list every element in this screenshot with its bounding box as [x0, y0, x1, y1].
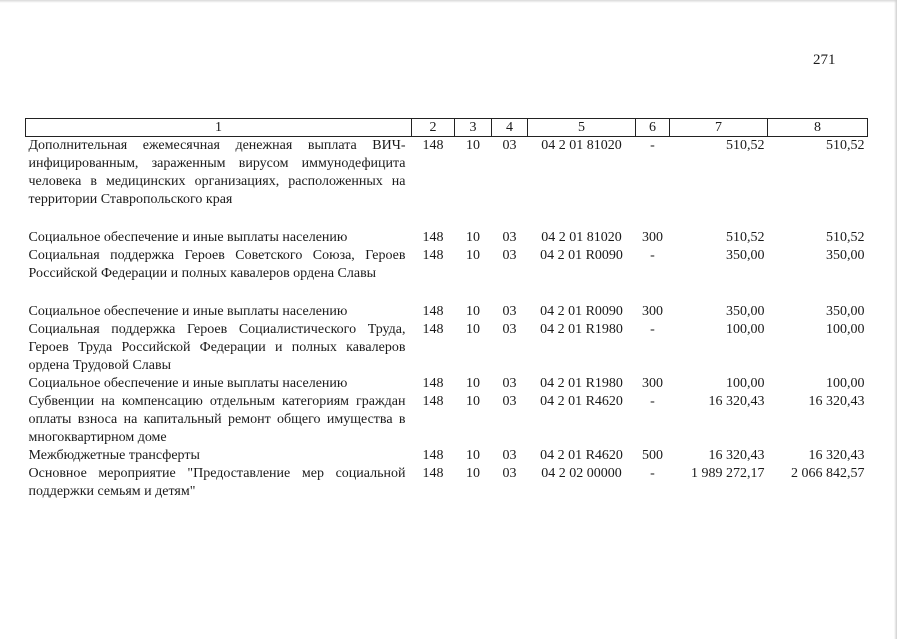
- table-body: [26, 137, 868, 502]
- row-name: Социальное обеспечение и иные выплаты населению: [28, 230, 348, 245]
- header-row: [26, 119, 868, 137]
- row-ministry: 148: [422, 248, 444, 263]
- row-sum-a: 16 320,43: [708, 448, 765, 463]
- row-target: 04 2 01 81020: [541, 230, 622, 245]
- row-section: 10: [466, 248, 480, 263]
- row-name: Социальное обеспечение и иные выплаты населению: [28, 376, 348, 391]
- row-section: 10: [466, 394, 480, 409]
- row-target: 04 2 01 R4620: [540, 394, 623, 409]
- row-section: 10: [466, 322, 480, 337]
- row-sum-b: 510,52: [826, 138, 865, 153]
- table-row: [26, 375, 868, 393]
- table-row: [26, 303, 868, 321]
- row-name: Дополнительная ежемесячная денежная выплата ВИЧ-инфицированным, зараженным вирусом иммунодефицита человека в медицинских организациях, расположенных на территории Ставропольского края: [28, 138, 406, 207]
- header-col-3: 3: [455, 119, 492, 137]
- row-sum-a: 1 989 272,17: [691, 466, 765, 481]
- row-section: 10: [466, 230, 480, 245]
- row-target: 04 2 01 R0090: [540, 248, 623, 263]
- row-type: 300: [642, 376, 663, 391]
- header-col-1: 1: [26, 119, 412, 137]
- row-target: 04 2 01 R4620: [540, 448, 623, 463]
- row-subsection: 03: [502, 304, 517, 319]
- row-type: 500: [642, 448, 663, 463]
- row-subsection: 03: [502, 322, 517, 337]
- row-sum-b: 16 320,43: [808, 394, 865, 409]
- row-ministry: 148: [422, 448, 444, 463]
- row-ministry: 148: [422, 376, 444, 391]
- row-name: Социальная поддержка Героев Социалистического Труда, Героев Труда Российской Федерации и полных кавалеров ордена Трудовой Славы: [28, 322, 406, 373]
- row-subsection: 03: [502, 230, 517, 245]
- row-sum-b: 350,00: [826, 248, 865, 263]
- row-sum-a: 100,00: [726, 322, 765, 337]
- row-ministry: 148: [422, 394, 444, 409]
- row-ministry: 148: [422, 304, 444, 319]
- row-type: -: [650, 466, 655, 481]
- row-sum-b: 100,00: [826, 376, 865, 391]
- header-col-6: 6: [636, 119, 670, 137]
- row-subsection: 03: [502, 394, 517, 409]
- table-row: [26, 229, 868, 247]
- row-type: -: [650, 248, 655, 263]
- row-ministry: 148: [422, 138, 444, 153]
- row-sum-a: 510,52: [726, 138, 765, 153]
- table-row: [26, 321, 868, 375]
- row-ministry: 148: [422, 230, 444, 245]
- row-subsection: 03: [502, 376, 517, 391]
- row-sum-b: 100,00: [826, 322, 865, 337]
- row-sum-a: 510,52: [726, 230, 765, 245]
- row-sum-b: 350,00: [826, 304, 865, 319]
- row-name: Социальная поддержка Героев Советского Союза, Героев Российской Федерации и полных кавалеров ордена Славы: [28, 248, 406, 281]
- table-header: [26, 119, 868, 137]
- row-subsection: 03: [502, 466, 517, 481]
- header-col-7: 7: [670, 119, 768, 137]
- row-target: 04 2 01 R1980: [540, 322, 623, 337]
- row-section: 10: [466, 448, 480, 463]
- scan-edge-top: [0, 0, 897, 3]
- row-target: 04 2 01 81020: [541, 138, 622, 153]
- row-ministry: 148: [422, 322, 444, 337]
- row-subsection: 03: [502, 248, 517, 263]
- table-row: [26, 137, 868, 230]
- row-target: 04 2 02 00000: [541, 466, 622, 481]
- budget-table: [25, 118, 868, 501]
- row-target: 04 2 01 R0090: [540, 304, 623, 319]
- row-sum-a: 100,00: [726, 376, 765, 391]
- page-number: 271: [813, 52, 836, 68]
- row-name: Основное мероприятие "Предоставление мер социальной поддержки семьям и детям": [28, 466, 406, 499]
- row-target: 04 2 01 R1980: [540, 376, 623, 391]
- header-col-8: 8: [768, 119, 868, 137]
- row-type: -: [650, 138, 655, 153]
- row-name: Субвенции на компенсацию отдельным категориям граждан оплаты взноса на капитальный ремонт общего имущества в многоквартирном доме: [28, 394, 406, 445]
- row-name: Социальное обеспечение и иные выплаты населению: [28, 304, 348, 319]
- row-type: 300: [642, 230, 663, 245]
- table-row: [26, 447, 868, 465]
- row-sum-a: 16 320,43: [708, 394, 765, 409]
- header-col-5: 5: [528, 119, 636, 137]
- row-sum-b: 16 320,43: [808, 448, 865, 463]
- table-row: [26, 247, 868, 303]
- row-section: 10: [466, 376, 480, 391]
- row-type: -: [650, 394, 655, 409]
- header-col-2: 2: [412, 119, 455, 137]
- row-sum-b: 510,52: [826, 230, 865, 245]
- row-section: 10: [466, 138, 480, 153]
- table-row: [26, 393, 868, 447]
- row-section: 10: [466, 466, 480, 481]
- row-subsection: 03: [502, 448, 517, 463]
- row-type: 300: [642, 304, 663, 319]
- row-sum-a: 350,00: [726, 248, 765, 263]
- row-section: 10: [466, 304, 480, 319]
- row-sum-a: 350,00: [726, 304, 765, 319]
- header-col-4: 4: [492, 119, 528, 137]
- row-subsection: 03: [502, 138, 517, 153]
- row-sum-b: 2 066 842,57: [791, 466, 865, 481]
- row-type: -: [650, 322, 655, 337]
- row-ministry: 148: [422, 466, 444, 481]
- table-row: [26, 465, 868, 501]
- row-name: Межбюджетные трансферты: [28, 448, 200, 463]
